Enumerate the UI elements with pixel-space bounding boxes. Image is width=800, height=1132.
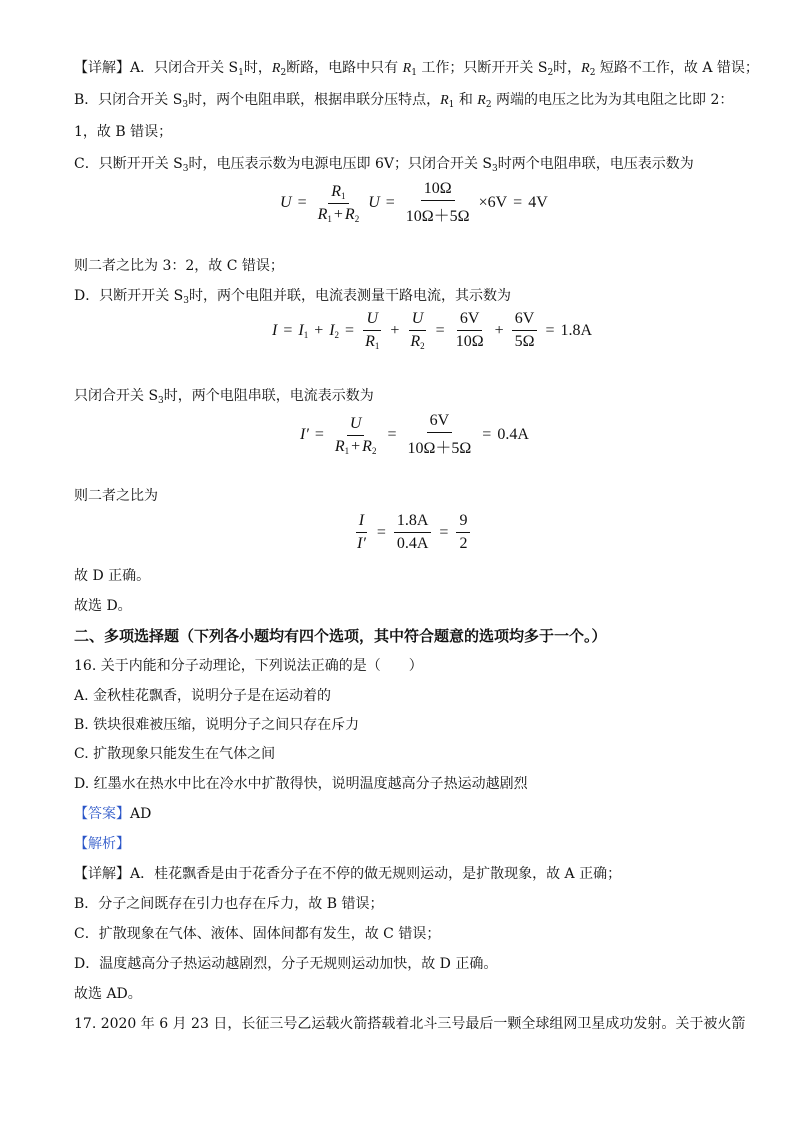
analysis-line-c-after: 则二者之比为 3：2，故 C 错误；: [74, 258, 284, 274]
analysis-line-d-series: 只闭合开关 $S_3$时，两个电阻串联，电流表示数为: [74, 388, 374, 406]
analysis-line-a: 【详解】A．只闭合开关 $S_1$时，$R_2$断路，电路中只有 $R_1$ 工作；只断开开关 $S_2$时，$R_2$ 短路不工作，故 A 错误；: [74, 60, 759, 78]
q16-detail-b: B．分子之间既存在引力也存在斥力，故 B 错误；: [74, 896, 384, 912]
fraction: $\frac{R_1}{R_1 + R_2}$: [317, 182, 360, 224]
question-16-option-b: B. 铁块很难被压缩，说明分子之间只存在斥力: [74, 717, 360, 733]
analysis-line-ratio: 则二者之比为: [74, 488, 158, 504]
fraction: $\frac{I}{I'}$: [357, 512, 366, 552]
fraction: $\frac{6V}{5\Omega}$: [512, 310, 538, 351]
analysis-tag: 【解析】: [74, 836, 130, 852]
fraction: $\frac{9}{2}$: [456, 512, 470, 553]
answer-value: AD: [130, 806, 152, 822]
section-heading: 二、多项选择题（下列各小题均有四个选项，其中符合题意的选项均多于一个。）: [74, 627, 607, 645]
detail-tag: 【详解】: [74, 60, 130, 76]
equation-ratio: $\frac{I}{I'}$ = $\frac{1.8A}{0.4A}$ = $\frac{9}{2}$: [352, 512, 472, 553]
question-16-stem: 16. 关于内能和分子动理论，下列说法正确的是（ ）: [74, 658, 423, 674]
equation-voltage-series: U = $\frac{R_1}{R_1 + R_2}$ U = $\frac{10\Omega}{10\Omega+5\Omega}$ ×6V = 4V: [280, 180, 548, 225]
fraction: $\frac{U}{R_1 + R_2}$: [334, 414, 377, 456]
question-16-option-d: D. 红墨水在热水中比在冷水中扩散得快，说明温度越高分子热运动越剧烈: [74, 776, 528, 792]
fraction: $\frac{6V}{10\Omega+5\Omega}$: [407, 412, 472, 457]
fraction: $\frac{1.8A}{0.4A}$: [394, 512, 432, 553]
fraction: $\frac{U}{R_1}$: [365, 310, 380, 351]
analysis-choose: 故选 D。: [74, 598, 132, 614]
analysis-line-b: B．只闭合开关 $S_3$时，两个电阻串联，根据串联分压特点，$R_1$ 和 $R_2$ 两端的电压之比为为其电阻之比即 2：: [74, 92, 734, 110]
question-16-option-c: C. 扩散现象只能发生在气体之间: [74, 746, 276, 762]
analysis-line-b-cont: 1，故 B 错误；: [74, 124, 173, 140]
q16-detail-a: 【详解】A．桂花飘香是由于花香分子在不停的做无规则运动，是扩散现象，故 A 正确；: [74, 866, 622, 882]
q16-choose: 故选 AD。: [74, 986, 142, 1002]
q16-detail-c: C．扩散现象在气体、液体、固体间都有发生，故 C 错误；: [74, 926, 441, 942]
equation-current-parallel: I = $I_1$ + $I_2$ = $\frac{U}{R_1}$ + $\frac{U}{R_2}$ = $\frac{6V}{10\Omega}$ + $\frac{6V}{5\Omega}$ = 1.8A: [272, 310, 593, 351]
question-16-option-a: A. 金秋桂花飘香，说明分子是在运动着的: [74, 688, 332, 704]
fraction: $\frac{10\Omega}{10\Omega+5\Omega}$: [405, 180, 470, 225]
q16-detail-d: D．温度越高分子热运动越剧烈，分子无规则运动加快，故 D 正确。: [74, 956, 498, 972]
equation-current-series: I′ = $\frac{U}{R_1 + R_2}$ = $\frac{6V}{10\Omega+5\Omega}$ = 0.4A: [300, 412, 529, 457]
answer-tag: 【答案】: [74, 806, 130, 822]
analysis-line-d: D．只断开开关 $S_3$时，两个电阻并联，电流表测量干路电流，其示数为: [74, 288, 511, 306]
analysis-conclusion-d: 故 D 正确。: [74, 568, 151, 584]
answer-line: [74, 804, 740, 824]
question-17-stem: 17. 2020 年 6 月 23 日，长征三号乙运载火箭搭载着北斗三号最后一颗全球组网卫星成功发射。关于被火箭: [74, 1016, 746, 1032]
fraction: $\frac{U}{R_2}$: [410, 310, 425, 351]
analysis-line-c: C．只断开开关 $S_3$时，电压表示数为电源电压即 6V；只闭合开关 $S_3$时两个电阻串联，电压表示数为: [74, 156, 694, 174]
fraction: $\frac{6V}{10\Omega}$: [455, 310, 484, 350]
